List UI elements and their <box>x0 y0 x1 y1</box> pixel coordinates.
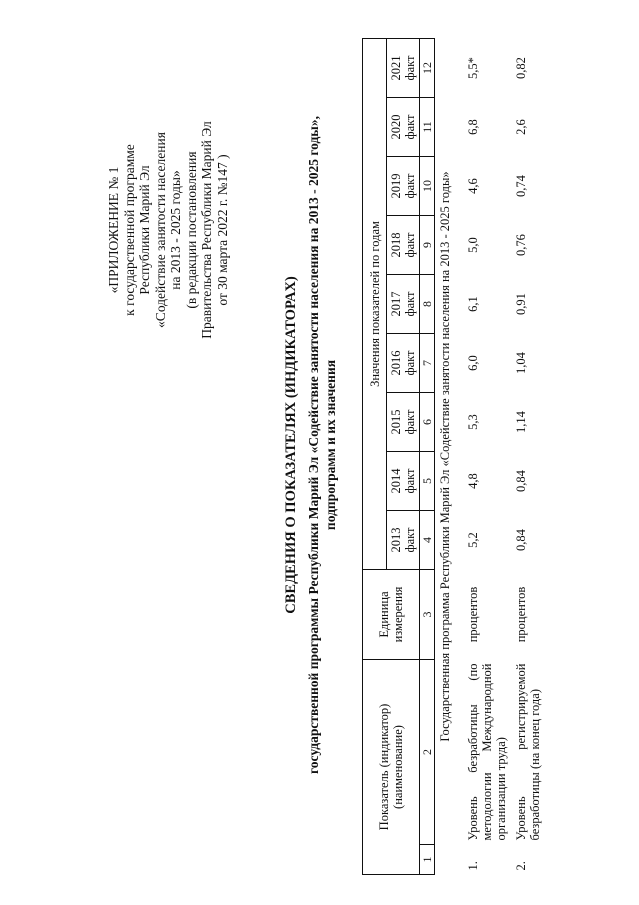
header-year: 2017 факт <box>387 275 420 334</box>
row-indicator-name: Уровень регистрируемой безработицы (на конец года) <box>514 663 542 841</box>
column-number: 5 <box>420 452 435 511</box>
header-year: 2019 факт <box>387 157 420 216</box>
row-value: 0,76 <box>514 234 528 256</box>
column-number: 10 <box>420 157 435 216</box>
header-year: 2018 факт <box>387 216 420 275</box>
header-year: 2020 факт <box>387 98 420 157</box>
appendix-block <box>106 60 230 400</box>
indicators-table <box>362 38 545 875</box>
row-value: 4,6 <box>466 178 480 194</box>
column-number: 7 <box>420 334 435 393</box>
document-subtitle <box>305 45 339 845</box>
table-row <box>463 39 511 875</box>
row-value: 0,84 <box>514 470 528 492</box>
row-value: 6,1 <box>466 296 480 312</box>
column-number: 12 <box>420 39 435 98</box>
column-number: 1 <box>420 845 435 875</box>
row-value: 6,8 <box>466 119 480 135</box>
row-unit: процентов <box>514 586 528 643</box>
row-unit: процентов <box>466 586 480 643</box>
column-number: 2 <box>420 660 435 845</box>
table-row <box>511 39 545 875</box>
appendix-line: Правительства Республики Марий Эл <box>199 121 214 339</box>
row-value: 5,3 <box>466 414 480 430</box>
subtitle-line: подпрограмм и их значения <box>323 359 338 531</box>
column-number: 6 <box>420 393 435 452</box>
header-year: 2014 факт <box>387 452 420 511</box>
header-indicator: Показатель (индикатор) (наименование) <box>363 660 420 875</box>
column-number: 8 <box>420 275 435 334</box>
header-year: 2013 факт <box>387 511 420 570</box>
header-year: 2015 факт <box>387 393 420 452</box>
row-index: 1. <box>466 861 480 871</box>
appendix-line: от 30 марта 2022 г. №147 ) <box>214 154 230 306</box>
row-indicator-name: Уровень безработицы (по методологии Международной организации труда) <box>466 663 508 841</box>
header-year: 2021 факт <box>387 39 420 98</box>
row-value: 0,82 <box>514 57 528 79</box>
column-number: 11 <box>420 98 435 157</box>
column-number: 9 <box>420 216 435 275</box>
row-value: 0,91 <box>514 293 528 315</box>
document-title: СВЕДЕНИЯ О ПОКАЗАТЕЛЯХ (ИНДИКАТОРАХ) <box>283 276 299 614</box>
header-unit: Единица измерения <box>363 570 420 660</box>
appendix-line: на 2013 - 2025 годы» <box>168 170 183 290</box>
row-value: 5,5* <box>466 57 480 79</box>
appendix-line: Республики Марий Эл <box>137 165 152 295</box>
row-index: 2. <box>514 861 528 871</box>
row-value: 1,14 <box>514 411 528 433</box>
row-value: 0,84 <box>514 529 528 551</box>
appendix-line: «ПРИЛОЖЕНИЕ № 1 <box>106 166 121 294</box>
header-values-group: Значения показателей по годам <box>363 39 387 570</box>
appendix-line: к государственной программе <box>121 144 137 316</box>
program-row <box>435 39 464 875</box>
appendix-line: (в редакции постановления <box>183 151 199 309</box>
row-value: 0,74 <box>514 175 528 197</box>
row-value: 6,0 <box>466 355 480 371</box>
row-value: 1,04 <box>514 352 528 374</box>
column-number: 4 <box>420 511 435 570</box>
row-value: 4,8 <box>466 473 480 489</box>
row-value: 5,0 <box>466 237 480 253</box>
appendix-line: «Содействие занятости населения <box>152 132 168 328</box>
header-year: 2016 факт <box>387 334 420 393</box>
program-title: Государственная программа Республики Марий Эл «Содействие занятости населения на 2013 - 2025 годы» <box>438 171 452 742</box>
column-number: 3 <box>420 570 435 660</box>
row-value: 2,6 <box>514 119 528 135</box>
row-value: 5,2 <box>466 532 480 548</box>
subtitle-line: государственной программы Республики Марий Эл «Содействие занятости населения на 2013 - 2025 годы», <box>306 116 321 774</box>
